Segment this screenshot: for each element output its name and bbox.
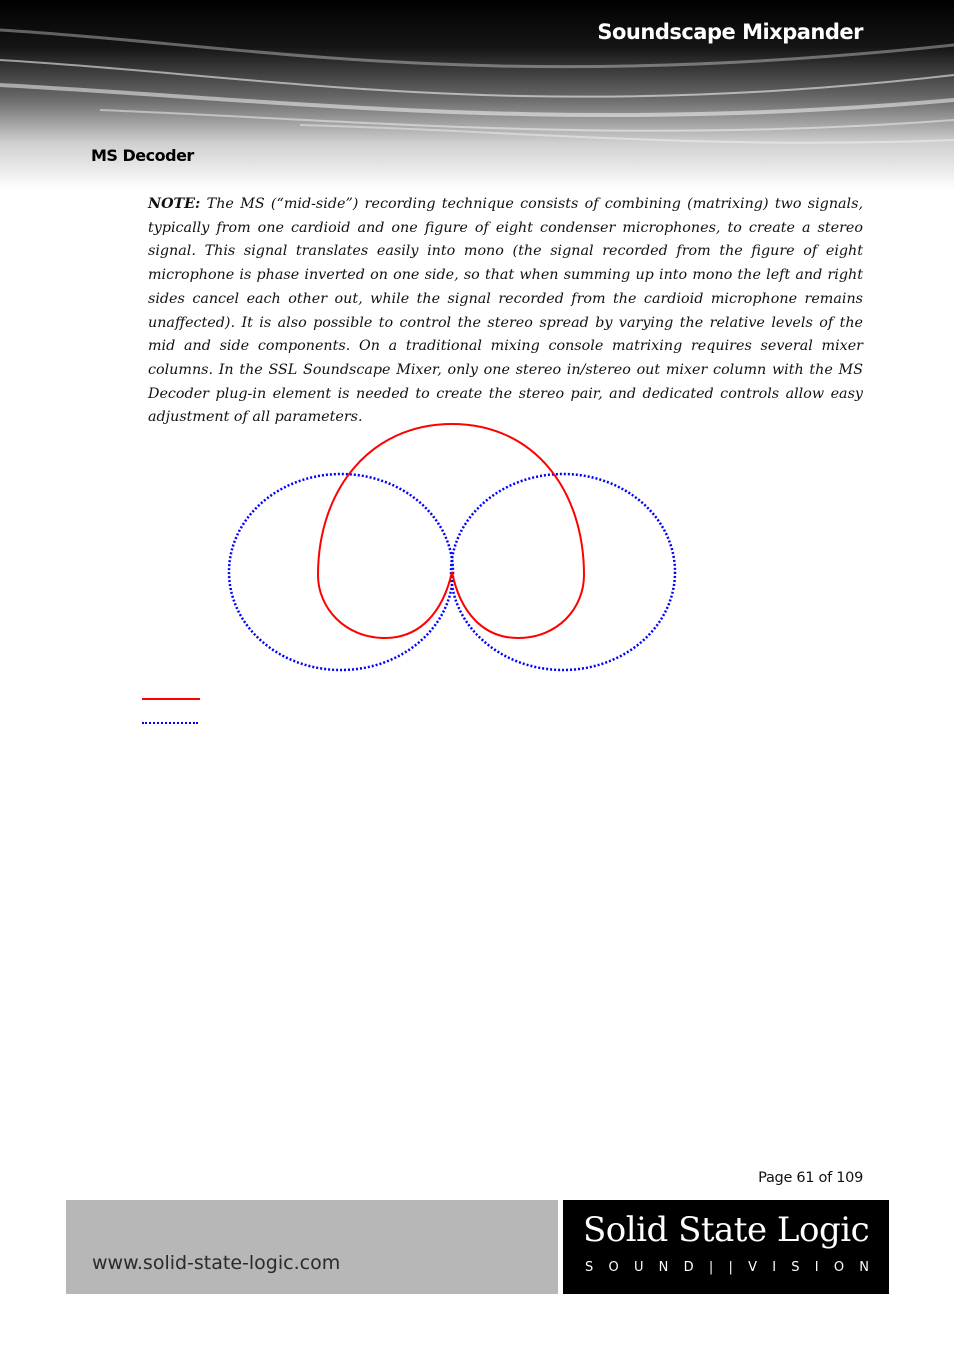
tagline-char: I bbox=[772, 1260, 777, 1275]
note-label: NOTE: bbox=[148, 196, 201, 212]
figure8-right-lobe bbox=[451, 474, 675, 670]
tagline-char: D bbox=[683, 1260, 694, 1275]
tagline-char: | bbox=[708, 1260, 714, 1275]
legend-cardioid-line bbox=[142, 698, 200, 700]
page-number: Page 61 of 109 bbox=[758, 1170, 863, 1186]
website-link[interactable]: www.solid-state-logic.com bbox=[92, 1252, 341, 1274]
logo-name: Solid State Logic bbox=[583, 1210, 870, 1250]
tagline-char: S bbox=[791, 1260, 800, 1275]
tagline-char: S bbox=[585, 1260, 594, 1275]
ssl-logo bbox=[563, 1200, 889, 1294]
tagline-char: O bbox=[833, 1260, 845, 1275]
logo-tagline bbox=[585, 1260, 869, 1275]
document-title: Soundscape Mixpander bbox=[597, 20, 863, 44]
tagline-char: N bbox=[859, 1260, 869, 1275]
tagline-char: O bbox=[608, 1260, 619, 1275]
figure8-left-lobe bbox=[229, 474, 453, 670]
tagline-char: U bbox=[633, 1260, 644, 1275]
tagline-char: N bbox=[658, 1260, 669, 1275]
tagline-char: I bbox=[814, 1260, 819, 1275]
legend-figure8-line bbox=[142, 722, 198, 724]
section-heading: MS Decoder bbox=[91, 146, 194, 165]
tagline-char: | bbox=[728, 1260, 733, 1275]
footer-bar bbox=[66, 1200, 558, 1294]
cardioid-pattern bbox=[318, 424, 584, 638]
tagline-char: V bbox=[748, 1260, 757, 1275]
note-text: The MS (“mid-side”) recording technique consists of combining (matrixing) two signals, typically from one cardioid and one figure of eight condenser microphones, to create a stereo signal. This signal translates easily into mono (the signal recorded from the figure of eight microphone is phase inverted on one side, so that when summing up into mono the left and right sides cancel each other out, while the signal recorded from the cardioid microphone remains unaffected). It is also possible to control the stereo spread by varying the relative levels of the mid and side components. On a traditional mixing console matrixing requires several mixer columns. In the SSL Soundscape Mixer, only one stereo in/stereo out mixer column with the MS Decoder plug-in element is needed to create the stereo pair, and dedicated controls allow easy adjustment of all parameters. bbox=[148, 196, 864, 426]
